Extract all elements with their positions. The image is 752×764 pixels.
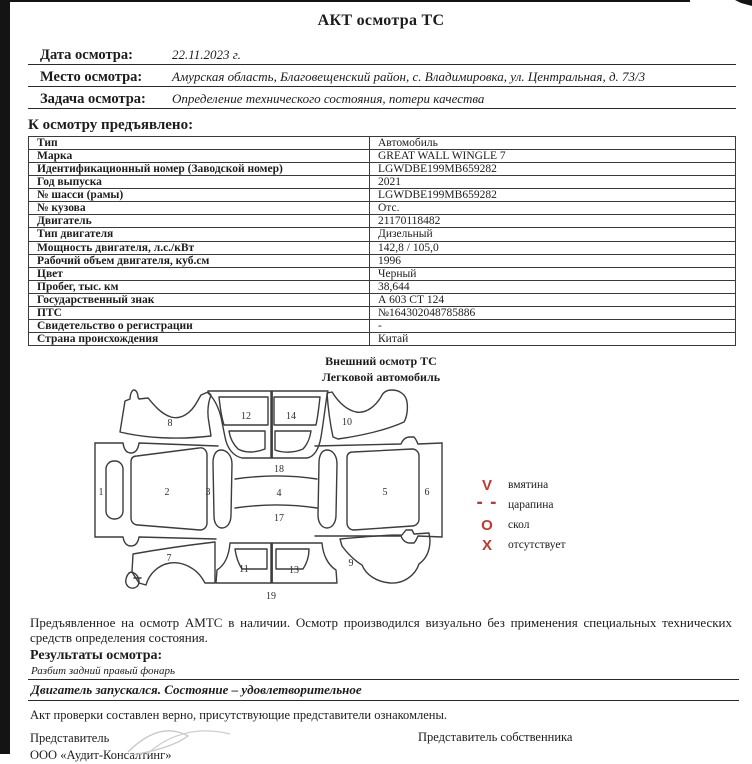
vehicle-attr-value: А 603 СТ 124 (370, 293, 736, 306)
legend-row (472, 535, 566, 555)
legend-row (472, 515, 566, 535)
header-field-label: Место осмотра: (40, 69, 143, 85)
table-row (29, 280, 736, 293)
vehicle-attr-value: 38,644 (370, 280, 736, 293)
legend-row (472, 492, 566, 515)
panel-number-1: 1 (98, 487, 104, 499)
panel-number-17: 17 (274, 513, 284, 525)
diagram-section (10, 387, 752, 609)
page-title: АКТ осмотра ТС (317, 12, 445, 29)
vehicle-attr-label: Двигатель (29, 215, 370, 228)
vehicle-attr-value: 2021 (370, 176, 736, 189)
vehicle-attr-value: Китай (370, 332, 736, 345)
vehicle-table-body (29, 137, 736, 346)
vehicle-attr-label: Год выпуска (29, 176, 370, 189)
table-row (29, 293, 736, 306)
vehicle-attr-label: Цвет (29, 267, 370, 280)
panel-number-2: 2 (164, 487, 170, 499)
panel-number-8: 8 (167, 418, 173, 430)
vehicle-attr-label: № кузова (29, 202, 370, 215)
legend-label: вмятина (508, 479, 549, 492)
confirmation-text: Акт проверки составлен верно, присутствующие представители ознакомлены. (30, 708, 447, 723)
header-fields (28, 43, 736, 109)
vehicle-attr-label: Тип (29, 137, 370, 150)
panel-number-19: 19 (266, 591, 276, 603)
table-row (29, 215, 736, 228)
band-top-right-edge (315, 437, 442, 446)
vehicle-attr-value: №164302048785886 (370, 306, 736, 319)
header-field-row (28, 43, 736, 65)
vehicle-attr-label: Страна происхождения (29, 332, 370, 345)
panel-outline-1 (106, 461, 123, 519)
panel-number-18: 18 (274, 464, 284, 476)
cab-divider-bottom (270, 543, 273, 583)
vehicle-attr-label: Идентификационный номер (Заводской номер) (29, 163, 370, 176)
engine-result-line: Двигатель запускался. Состояние – удовлетворительное (28, 680, 739, 701)
vehicle-attr-label: Тип двигателя (29, 228, 370, 241)
table-row (29, 228, 736, 241)
header-field-value: Определение технического состояния, потери качества (172, 91, 485, 106)
header-field-label: Задача осмотра: (40, 91, 146, 107)
vehicle-attr-label: Пробег, тыс. км (29, 280, 370, 293)
panel-number-7: 7 (166, 553, 172, 565)
window-lower-left (229, 431, 265, 452)
table-row (29, 319, 736, 332)
vehicle-attr-value: Черный (370, 267, 736, 280)
vehicle-attr-label: Мощность двигателя, л.с./кВт (29, 241, 370, 254)
table-row (29, 306, 736, 319)
panel-number-11: 11 (239, 564, 249, 576)
panel-number-3: 3 (205, 487, 211, 499)
panel-number-9: 9 (348, 558, 354, 570)
panel-outline-7 (132, 542, 215, 585)
panel-outline-3 (213, 450, 232, 528)
panel-number-14: 14 (286, 411, 296, 423)
vehicle-table (28, 136, 736, 346)
panel-number-6: 6 (424, 487, 430, 499)
legend-symbol: X (481, 536, 492, 554)
table-row (29, 332, 736, 345)
panel-number-10: 10 (342, 417, 352, 429)
table-row (29, 176, 736, 189)
vehicle-attr-value: 1996 (370, 254, 736, 267)
panel-outline-10 (327, 390, 407, 439)
legend-label: царапина (508, 499, 554, 512)
roof-divider-upper (235, 476, 317, 479)
window-14 (274, 397, 320, 425)
table-row (29, 241, 736, 254)
inspection-title: Внешний осмотр ТС (325, 354, 437, 368)
header-field-row (28, 87, 736, 109)
vehicle-attr-label: Государственный знак (29, 293, 370, 306)
vehicle-attr-value: Отс. (370, 202, 736, 215)
presented-paragraph: Предъявленное на осмотр АМТС в наличии. Осмотр производился визуально без применения специальных технических средств определения состояния. (30, 615, 732, 646)
signature-left-org: ООО «Аудит-Консалтинг» (30, 748, 172, 763)
vehicle-attr-value: 142,8 / 105,0 (370, 241, 736, 254)
legend-label: отсутствует (508, 539, 566, 552)
panel-outline-8 (120, 390, 211, 438)
vehicle-attr-value: Автомобиль (370, 137, 736, 150)
panel-number-4: 4 (276, 488, 282, 500)
vehicle-attr-label: ПТС (29, 306, 370, 319)
legend-symbol: O (481, 516, 493, 534)
vehicle-attr-label: Свидетельство о регистрации (29, 319, 370, 332)
table-row (29, 189, 736, 202)
damage-legend (472, 475, 566, 555)
table-row (29, 150, 736, 163)
table-row (29, 254, 736, 267)
panel-outline-right-pillar (318, 450, 337, 528)
table-row (29, 137, 736, 150)
inspection-titles (10, 354, 752, 385)
vehicle-attr-value: GREAT WALL WINGLE 7 (370, 150, 736, 163)
window-lower-right (275, 431, 311, 452)
signature-right-role: Представитель собственника (418, 730, 573, 745)
inspection-subtitle: Легковой автомобиль (321, 369, 441, 384)
vehicle-attr-value: LGWDBE199MB659282 (370, 189, 736, 202)
roof-divider-lower (235, 505, 317, 508)
results-heading: Результаты осмотра: (30, 648, 163, 664)
vehicle-section-heading: К осмотру предъявлено: (28, 117, 194, 133)
cab-divider-top (270, 391, 273, 458)
result-line: Разбит задний правый фонарь (28, 664, 739, 680)
panel-number-5: 5 (382, 487, 388, 499)
legend-symbol: - - (476, 492, 498, 514)
signature-left-role: Представитель (30, 731, 110, 746)
signatures-block (30, 730, 752, 764)
car-diagram (75, 387, 475, 607)
vehicle-attr-value: LGWDBE199MB659282 (370, 163, 736, 176)
signature-left (30, 730, 418, 764)
document-page (10, 2, 752, 764)
band-bottom-right-edge (315, 536, 442, 543)
header-field-label: Дата осмотра: (40, 47, 133, 63)
header-field-value: Амурская область, Благовещенский район, с. Владимировка, ул. Центральная, д. 73/3 (172, 69, 646, 84)
vehicle-attr-value: 21170118482 (370, 215, 736, 228)
table-row (29, 267, 736, 280)
table-row (29, 163, 736, 176)
vehicle-attr-label: Рабочий объем двигателя, куб.см (29, 254, 370, 267)
panel-number-12: 12 (241, 411, 251, 423)
legend-symbol: V (481, 476, 492, 494)
vehicle-attr-label: № шасси (рамы) (29, 189, 370, 202)
panel-number-13: 13 (289, 565, 299, 577)
vehicle-attr-value: - (370, 319, 736, 332)
vehicle-attr-label: Марка (29, 150, 370, 163)
header-field-row (28, 65, 736, 87)
left-border-strip (0, 0, 10, 754)
table-row (29, 202, 736, 215)
legend-label: скол (508, 519, 530, 532)
vehicle-attr-value: Дизельный (370, 228, 736, 241)
header-field-value: 22.11.2023 г. (172, 47, 241, 62)
